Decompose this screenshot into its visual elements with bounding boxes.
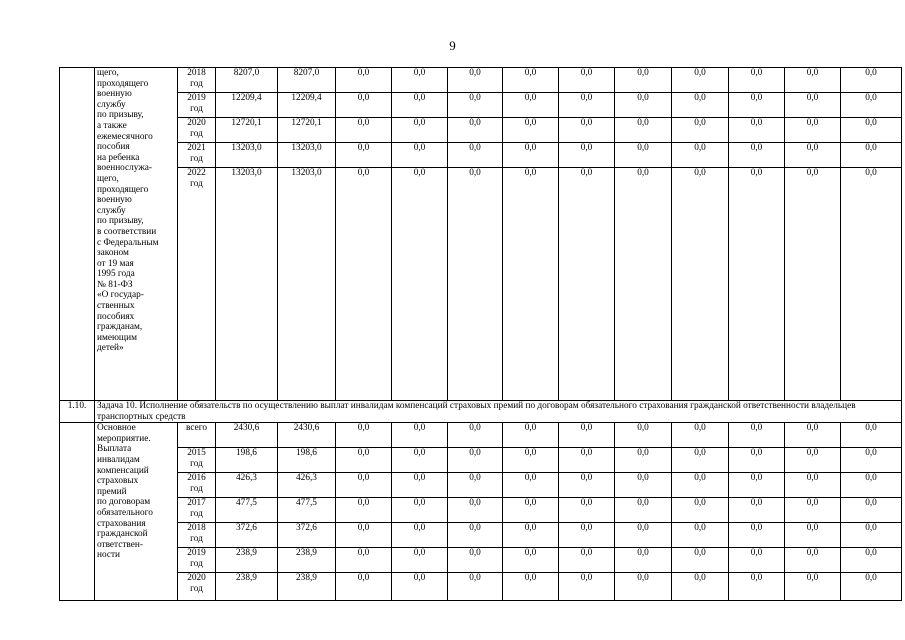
value-cell: 0,0 [785,68,841,93]
value-cell: 0,0 [503,548,559,573]
value-cell: 0,0 [729,448,785,473]
value-cell: 0,0 [392,143,448,168]
value-cell: 198,6 [278,448,336,473]
value-cell: 0,0 [729,473,785,498]
value-cell: 0,0 [672,68,729,93]
value-cell: 0,0 [392,548,448,573]
value-cell: 0,0 [559,573,615,601]
value-cell: 0,0 [615,523,672,548]
value-cell: 0,0 [503,168,559,401]
table-row [60,118,902,143]
value-cell: 0,0 [448,423,503,448]
value-cell: 0,0 [448,498,503,523]
year-cell: 2015 год [178,448,216,473]
value-cell: 0,0 [336,168,392,401]
value-cell: 0,0 [448,68,503,93]
value-cell: 426,3 [278,473,336,498]
value-cell: 0,0 [615,448,672,473]
value-cell: 0,0 [729,68,785,93]
value-cell: 13203,0 [278,168,336,401]
value-cell: 0,0 [392,473,448,498]
value-cell: 0,0 [672,548,729,573]
value-cell: 0,0 [615,498,672,523]
value-cell: 0,0 [841,548,902,573]
value-cell: 0,0 [785,143,841,168]
value-cell: 0,0 [672,448,729,473]
total-cell: 238,9 [216,548,278,573]
value-cell: 0,0 [841,68,902,93]
value-cell: 0,0 [559,523,615,548]
value-cell: 0,0 [503,143,559,168]
value-cell: 238,9 [278,573,336,601]
total-cell: 372,6 [216,523,278,548]
value-cell: 0,0 [841,168,902,401]
table-row [60,473,902,498]
year-cell: всего [178,423,216,448]
total-cell: 198,6 [216,448,278,473]
value-cell: 0,0 [729,168,785,401]
value-cell: 0,0 [672,143,729,168]
value-cell: 0,0 [729,498,785,523]
value-cell: 0,0 [559,448,615,473]
value-cell: 0,0 [448,573,503,601]
total-cell: 426,3 [216,473,278,498]
value-cell: 12209,4 [278,93,336,118]
total-cell: 8207,0 [216,68,278,93]
value-cell: 8207,0 [278,68,336,93]
value-cell: 0,0 [615,573,672,601]
value-cell: 0,0 [672,118,729,143]
table-row [60,498,902,523]
value-cell: 0,0 [392,573,448,601]
value-cell: 0,0 [336,68,392,93]
value-cell: 0,0 [672,93,729,118]
value-cell: 0,0 [615,143,672,168]
value-cell: 0,0 [785,498,841,523]
value-cell: 0,0 [336,423,392,448]
year-cell: 2022 год [178,168,216,401]
value-cell: 0,0 [729,523,785,548]
value-cell: 0,0 [785,523,841,548]
value-cell: 0,0 [672,473,729,498]
value-cell: 0,0 [729,93,785,118]
row-description: щего, проходящего военную службу по призыву, а также ежемесячного пособия на ребенка военнослужа- щего, проходящего военную службу по призыву, в соответствии с Федеральным законом от 19 мая 1995 года № 81-ФЗ «О государ- ственных пособиях гражданам, имеющим детей» [95,68,178,401]
value-cell: 0,0 [559,68,615,93]
task-row [60,401,902,423]
table-row [60,68,902,93]
value-cell: 0,0 [392,168,448,401]
value-cell: 0,0 [615,473,672,498]
table-row [60,523,902,548]
total-cell: 477,5 [216,498,278,523]
value-cell: 0,0 [785,473,841,498]
value-cell: 0,0 [785,168,841,401]
year-cell: 2019 год [178,93,216,118]
value-cell: 0,0 [392,498,448,523]
value-cell: 0,0 [729,573,785,601]
value-cell: 0,0 [672,168,729,401]
value-cell: 0,0 [785,573,841,601]
page-number: 9 [449,38,456,53]
value-cell: 0,0 [785,448,841,473]
year-cell: 2019 год [178,548,216,573]
value-cell: 0,0 [503,93,559,118]
value-cell: 0,0 [559,168,615,401]
value-cell: 0,0 [503,498,559,523]
value-cell: 0,0 [615,68,672,93]
value-cell: 0,0 [672,423,729,448]
total-cell: 2430,6 [216,423,278,448]
value-cell: 0,0 [841,473,902,498]
value-cell: 0,0 [336,448,392,473]
value-cell: 0,0 [448,548,503,573]
value-cell: 0,0 [503,68,559,93]
value-cell: 372,6 [278,523,336,548]
value-cell: 0,0 [559,498,615,523]
value-cell: 0,0 [448,168,503,401]
value-cell: 477,5 [278,498,336,523]
value-cell: 0,0 [559,93,615,118]
value-cell: 12720,1 [278,118,336,143]
value-cell: 238,9 [278,548,336,573]
row-description: Основное мероприятие. Выплата инвалидам компенсаций страховых премий по договорам обязательного страхования гражданской ответствен- ности [95,423,178,601]
value-cell: 0,0 [392,93,448,118]
value-cell: 0,0 [503,523,559,548]
value-cell: 0,0 [729,423,785,448]
value-cell: 0,0 [336,498,392,523]
value-cell: 0,0 [615,168,672,401]
year-cell: 2017 год [178,498,216,523]
value-cell: 13203,0 [278,143,336,168]
value-cell: 0,0 [841,143,902,168]
value-cell: 0,0 [392,118,448,143]
table-row [60,423,902,448]
value-cell: 0,0 [392,523,448,548]
value-cell: 0,0 [785,423,841,448]
value-cell: 0,0 [336,523,392,548]
total-cell: 238,9 [216,573,278,601]
table-row [60,143,902,168]
year-cell: 2016 год [178,473,216,498]
table-row [60,448,902,473]
row-code-cell [60,423,95,601]
value-cell: 0,0 [336,573,392,601]
value-cell: 0,0 [672,573,729,601]
value-cell: 0,0 [615,118,672,143]
year-cell: 2018 год [178,523,216,548]
value-cell: 0,0 [841,573,902,601]
value-cell: 0,0 [672,523,729,548]
value-cell: 0,0 [729,143,785,168]
value-cell: 0,0 [336,93,392,118]
value-cell: 0,0 [841,118,902,143]
value-cell: 0,0 [392,68,448,93]
value-cell: 0,0 [448,93,503,118]
budget-table [59,67,902,601]
value-cell: 0,0 [336,548,392,573]
value-cell: 0,0 [336,143,392,168]
value-cell: 0,0 [503,473,559,498]
table-row [60,573,902,601]
year-cell: 2020 год [178,573,216,601]
value-cell: 0,0 [729,118,785,143]
total-cell: 12720,1 [216,118,278,143]
value-cell: 2430,6 [278,423,336,448]
value-cell: 0,0 [841,423,902,448]
value-cell: 0,0 [841,93,902,118]
value-cell: 0,0 [841,498,902,523]
year-cell: 2020 год [178,118,216,143]
value-cell: 0,0 [503,573,559,601]
value-cell: 0,0 [615,423,672,448]
value-cell: 0,0 [448,473,503,498]
value-cell: 0,0 [785,118,841,143]
row-code-cell [60,68,95,401]
total-cell: 13203,0 [216,168,278,401]
value-cell: 0,0 [448,448,503,473]
value-cell: 0,0 [672,498,729,523]
total-cell: 12209,4 [216,93,278,118]
value-cell: 0,0 [841,523,902,548]
value-cell: 0,0 [448,523,503,548]
value-cell: 0,0 [503,448,559,473]
value-cell: 0,0 [503,423,559,448]
total-cell: 13203,0 [216,143,278,168]
value-cell: 0,0 [559,423,615,448]
task-text: Задача 10. Исполнение обязательств по осуществлению выплат инвалидам компенсаций страховых премий по договорам обязательного страхования гражданской ответственности владельцев транспортных средств [95,401,902,423]
value-cell: 0,0 [559,143,615,168]
value-cell: 0,0 [392,423,448,448]
value-cell: 0,0 [448,143,503,168]
value-cell: 0,0 [503,118,559,143]
value-cell: 0,0 [841,448,902,473]
value-cell: 0,0 [785,93,841,118]
value-cell: 0,0 [336,473,392,498]
value-cell: 0,0 [559,118,615,143]
value-cell: 0,0 [729,548,785,573]
value-cell: 0,0 [336,118,392,143]
table-row [60,168,902,401]
value-cell: 0,0 [615,548,672,573]
value-cell: 0,0 [559,473,615,498]
value-cell: 0,0 [559,548,615,573]
value-cell: 0,0 [448,118,503,143]
value-cell: 0,0 [392,448,448,473]
year-cell: 2018 год [178,68,216,93]
value-cell: 0,0 [615,93,672,118]
task-code: 1.10. [60,401,95,423]
year-cell: 2021 год [178,143,216,168]
table-row [60,93,902,118]
value-cell: 0,0 [785,548,841,573]
table-row [60,548,902,573]
